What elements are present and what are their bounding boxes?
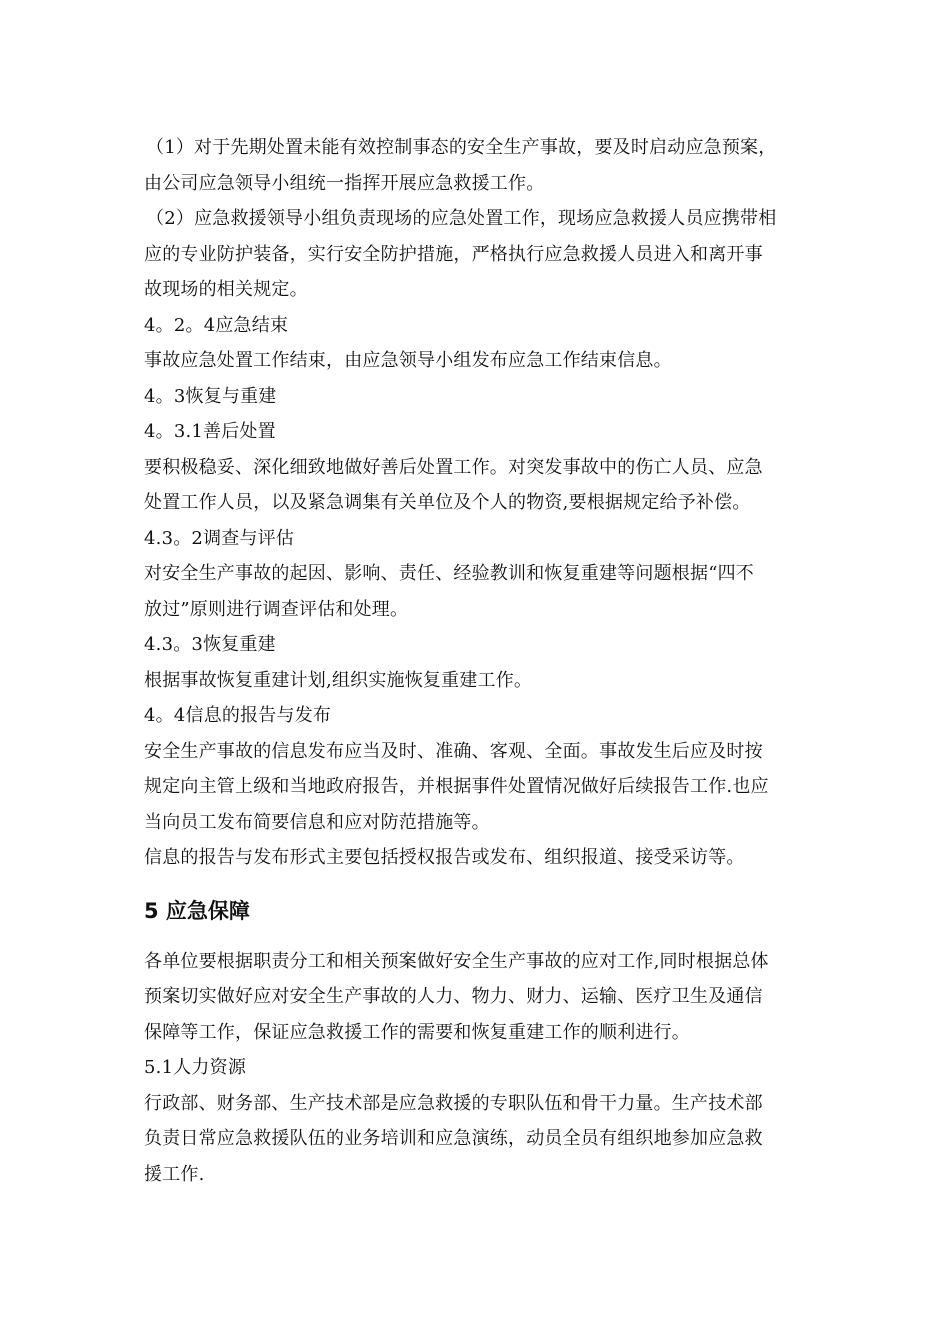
- subheading-line: 4。2。4应急结束: [144, 314, 289, 336]
- subheading-line: 4.3。3恢复重建: [144, 634, 276, 655]
- subheading-line: 5.1人力资源: [144, 1057, 247, 1078]
- subheading-line: 4。3恢复与重建: [144, 385, 277, 407]
- text-block-after-heading: [144, 944, 814, 1193]
- document-body: [144, 130, 814, 1192]
- text-line: 负责日常应急救援队伍的业务培训和应急演练，动员全员有组织地参加应急救: [144, 1128, 763, 1149]
- subheading-line: 4。4信息的报告与发布: [144, 705, 332, 726]
- text-line: （2）应急救援领导小组负责现场的应急处置工作，现场应急救援人员应携带相: [146, 208, 777, 229]
- text-line: 保障等工作，保证应急救援工作的需要和恢复重建工作的顺利进行。: [144, 1021, 690, 1043]
- section-heading: 5 应急保障: [144, 898, 250, 923]
- text-block-before-heading: [144, 130, 814, 876]
- text-line: 根据事故恢复重建计划,组织实施恢复重建工作。: [144, 669, 533, 691]
- text-line: 行政部、财务部、生产技术部是应急救援的专职队伍和骨干力量。生产技术部: [144, 1092, 763, 1114]
- text-line: 对安全生产事故的起因、影响、责任、经验教训和恢复重建等问题根据“四不: [144, 563, 754, 584]
- text-line: 由公司应急领导小组统一指挥开展应急救援工作。: [144, 172, 545, 194]
- text-line: 安全生产事故的信息发布应当及时、准确、客观、全面。事故发生后应及时按: [144, 740, 763, 762]
- text-line: 事故应急处置工作结束，由应急领导小组发布应急工作结束信息。: [144, 350, 672, 371]
- text-line: 故现场的相关规定。: [144, 279, 308, 300]
- text-line: 援工作.: [144, 1163, 205, 1185]
- text-line: 预案切实做好应对安全生产事故的人力、物力、财力、运输、医疗卫生及通信: [144, 986, 763, 1007]
- text-line: 放过”原则进行调查评估和处理。: [144, 598, 409, 620]
- text-line: 各单位要根据职责分工和相关预案做好安全生产事故的应对工作,同时根据总体: [144, 950, 769, 972]
- subheading-line: 4.3。2调查与评估: [144, 527, 295, 549]
- text-line: （1）对于先期处置未能有效控制事态的安全生产事故，要及时启动应急预案，: [146, 137, 777, 158]
- text-line: 要积极稳妥、深化细致地做好善后处置工作。对突发事故中的伤亡人员、应急: [144, 456, 763, 478]
- text-line: 当向员工发布简要信息和应对防范措施等。: [144, 811, 490, 833]
- text-line: 处置工作人员，以及紧急调集有关单位及个人的物资,要根据规定给予补偿。: [144, 492, 751, 513]
- text-line: 规定向主管上级和当地政府报告，并根据事件处置情况做好后续报告工作.也应: [144, 776, 769, 797]
- text-line: 应的专业防护装备，实行安全防护措施，严格执行应急救援人员进入和离开事: [144, 243, 763, 265]
- subheading-line: 4。3.1善后处置: [144, 421, 276, 442]
- text-line: 信息的报告与发布形式主要包括授权报告或发布、组织报道、接受采访等。: [144, 847, 745, 868]
